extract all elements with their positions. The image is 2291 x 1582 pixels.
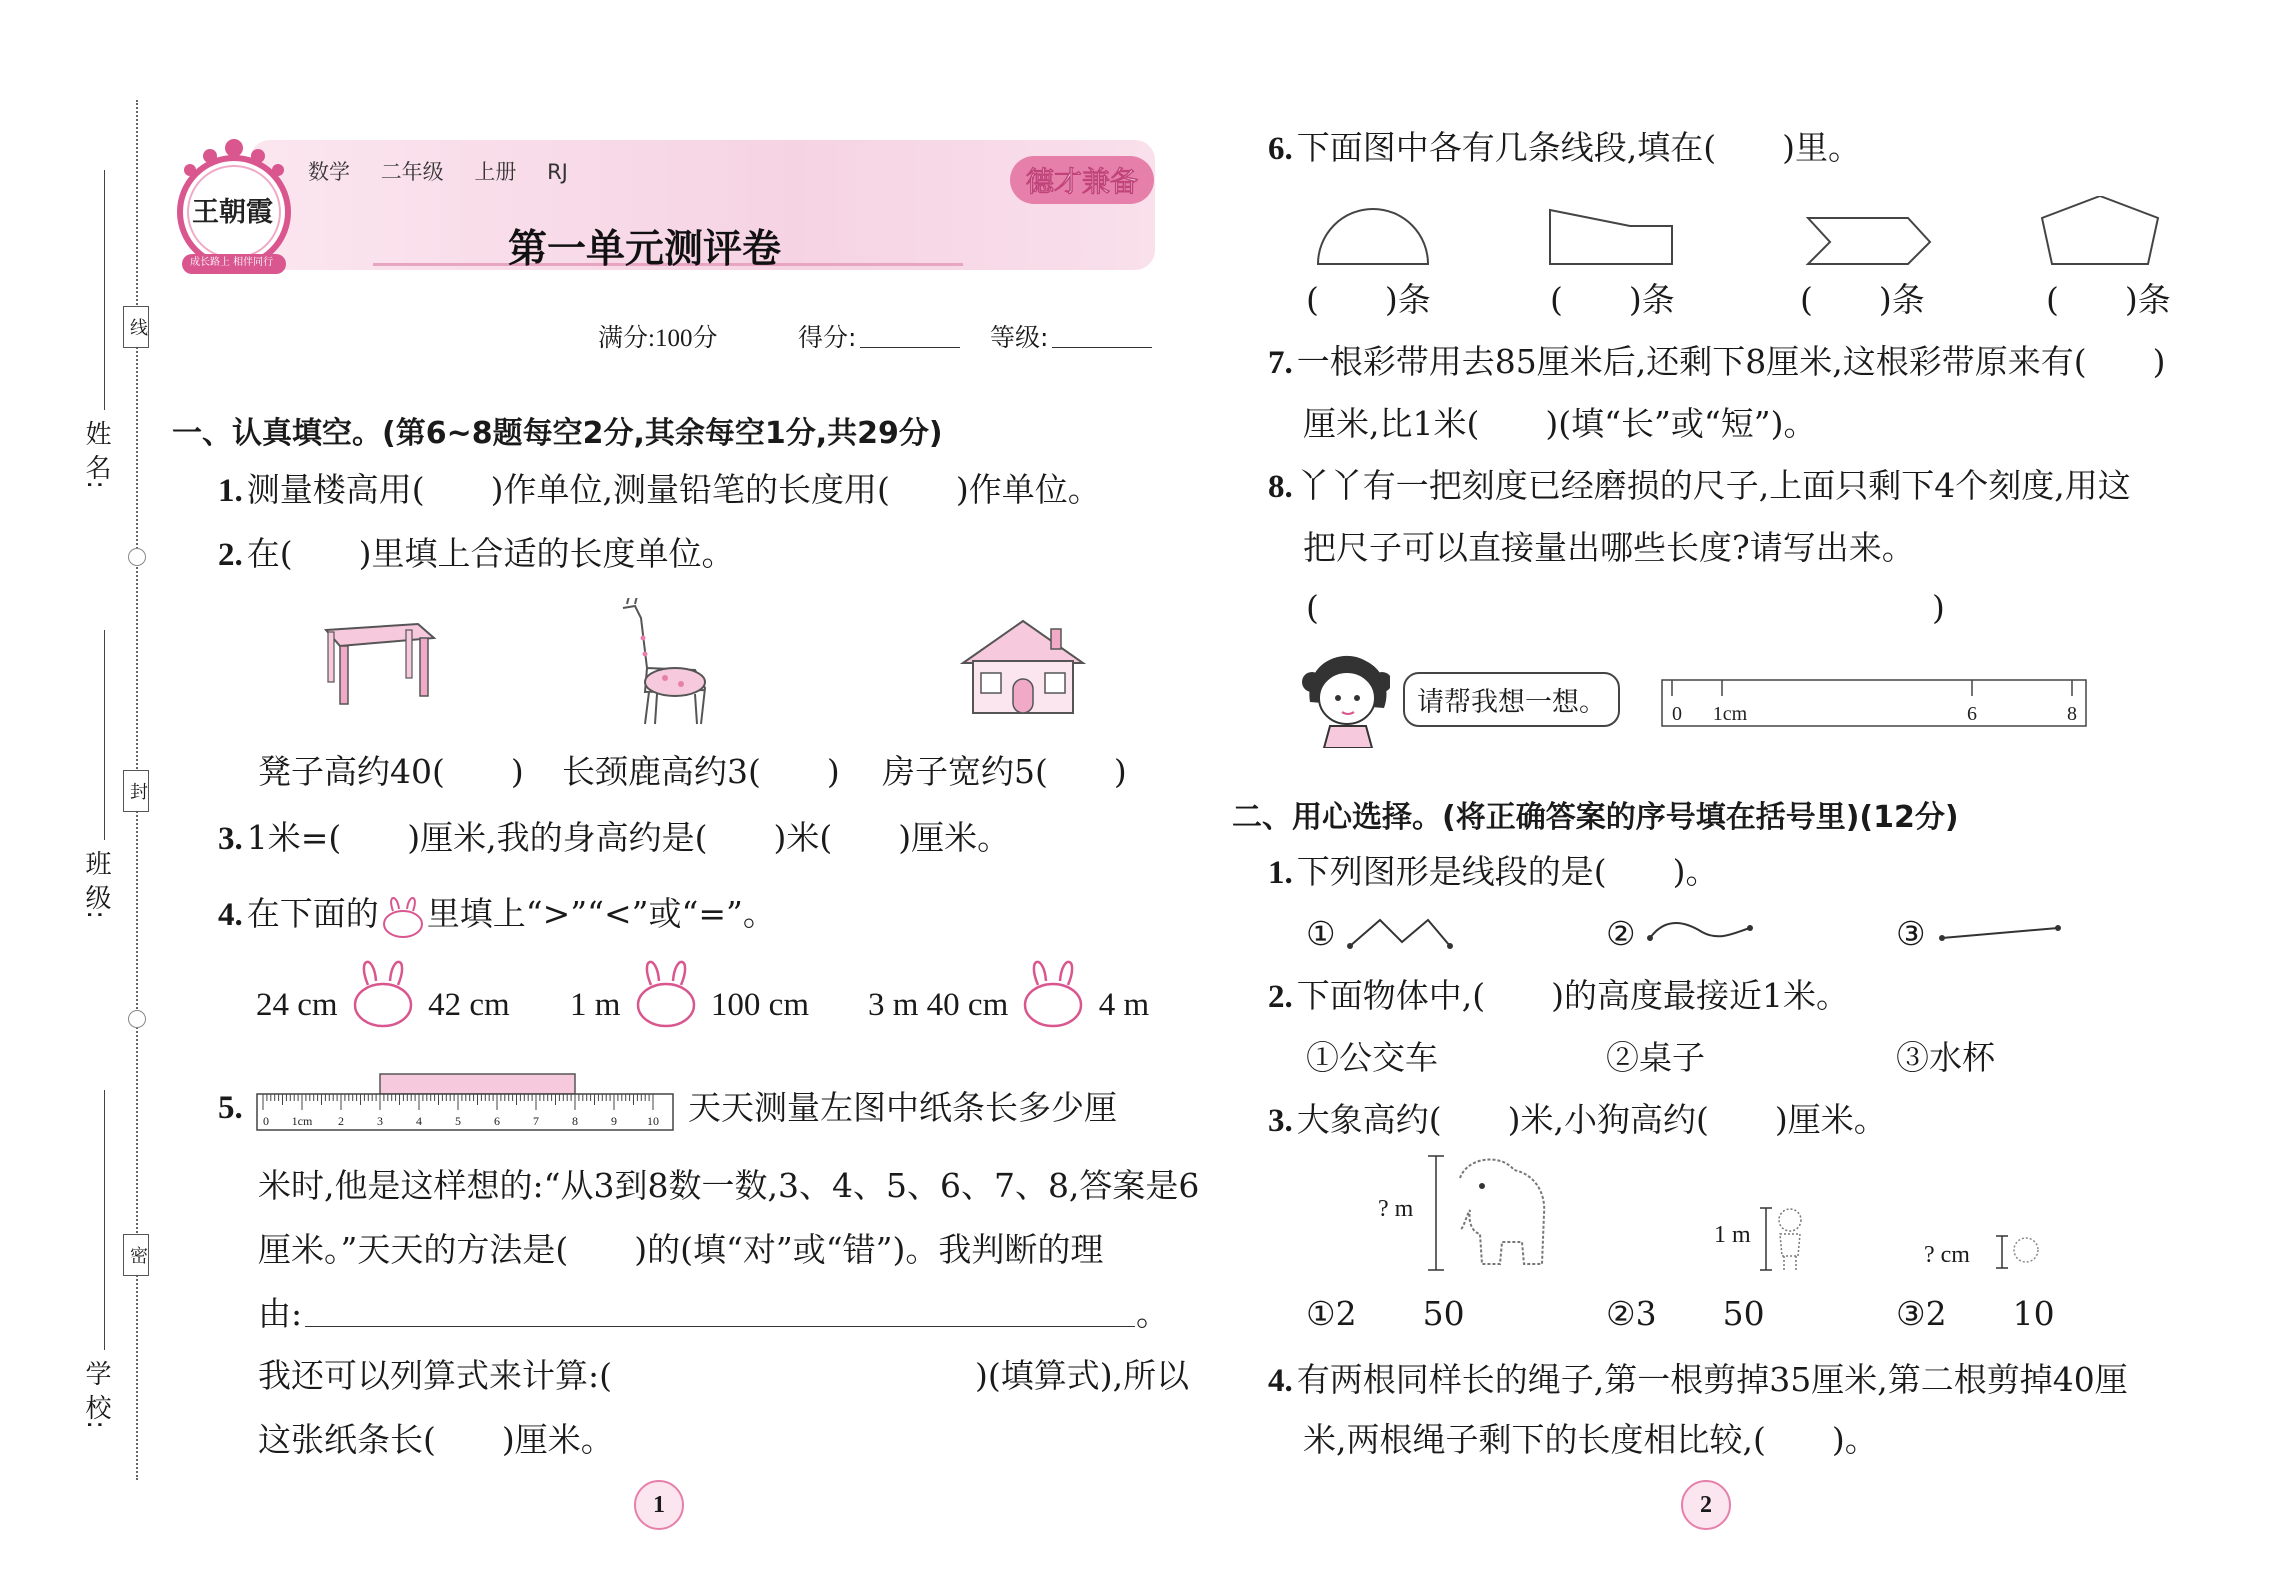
question-number: 7. [1268,345,1293,381]
question-text: 1米=( )厘米,我的身高约是( )米( )厘米。 [246,818,1011,857]
q2-caption-giraffe: 长颈鹿高约3( ) [562,752,840,791]
pentagon-shape [2042,196,2158,264]
s2-q3-option-1[interactable]: ①2 50 [1306,1294,1465,1333]
ruler-label: 10 [647,1114,659,1128]
full-marks: 满分:100分 [598,325,718,352]
q5-line-1: 天天测量左图中纸条长多少厘 [688,1088,1117,1127]
s1-q3 [218,818,1010,859]
curve-line-icon [1646,912,1756,954]
paper-strip [380,1074,575,1094]
subject: 数学 [308,160,350,184]
compare-pair-3 [868,985,1149,1029]
question-text: 在下面的 [246,894,379,933]
seal-mark-secret: 密 [123,1234,149,1276]
s2-q2 [1268,976,1849,1017]
question-text: 在( )里填上合适的长度单位。 [246,534,735,573]
subject-line [308,156,568,186]
q7-line-2: 厘米,比1米( )(填“长”或“短”)。 [1303,404,1817,443]
score-label: 得分: [798,323,857,352]
dog-height-label: ? cm [1924,1242,1970,1268]
question-text: 里填上“>”“<”或“=”。 [426,894,776,933]
question-number: 3. [1268,1103,1293,1139]
question-number: 3. [218,821,243,857]
question-text: 下面图中各有几条线段,填在( )里。 [1296,128,1861,167]
grade: 二年级 [380,160,444,184]
school-label: 学 校: [81,1360,111,1430]
compare-left: 1 m [570,987,621,1023]
q2-caption-house: 房子宽约5( ) [882,752,1127,791]
q8-line-2: 把尺子可以直接量出哪些长度?请写出来。 [1303,528,1915,567]
compare-left: 3 m 40 cm [868,987,1009,1023]
name-label: 姓 名: [81,420,111,490]
s1-q2 [218,534,735,575]
ruler-label: 8 [572,1114,578,1128]
question-text: 有两根同样长的绳子,第一根剪掉35厘米,第二根剪掉40厘 [1296,1360,2128,1399]
q6-shapes [1300,196,2200,276]
s2-q3-option-3[interactable]: ③2 10 [1896,1294,2055,1333]
brand-name: 王朝霞 [192,197,273,228]
s2-q2-option-1[interactable]: ①公交车 [1306,1038,1438,1077]
grade-blank [1052,347,1152,348]
s1-q5-number: 5. [218,1090,243,1126]
girl-avatar [1302,652,1390,748]
s2-q3 [1268,1100,1887,1141]
section1-title: 一、认真填空。(第6~8题每空2分,其余每空1分,共29分) [172,416,943,451]
compare-left: 24 cm [256,987,338,1023]
trapezoid-shape [1550,210,1672,264]
s1-q4 [218,893,776,939]
bunny-icon [379,893,427,939]
page-title: 第一单元测评卷 [508,227,782,272]
compare-right: 100 cm [710,987,809,1023]
compare-right: 42 cm [428,987,510,1023]
zigzag-line-icon [1346,912,1456,954]
s1-q1 [218,470,1101,511]
section2-title: 二、用心选择。(将正确答案的序号填在括号里)(12分) [1232,800,1959,835]
q6-blank-2: ( )条 [1550,280,1675,319]
ruler-label: 0 [263,1114,269,1128]
s2-q2-option-3[interactable]: ③水杯 [1896,1038,1995,1077]
stool-image [318,620,438,710]
giraffe-image [605,598,725,728]
question-number: 6. [1268,131,1293,167]
seal-mark-line: 线 [123,306,149,348]
class-underline [104,630,105,840]
reason-end: 。 [1136,1294,1169,1333]
term: 上册 [474,160,517,184]
q4-line-2: 米,两根绳子剩下的长度相比较,( )。 [1303,1420,1878,1459]
ruler-label: 0 [1672,703,1682,725]
page-number-badge [634,1480,684,1530]
q8-ruler [1660,678,2088,730]
s2-q1-option-1[interactable]: ① [1306,914,1336,953]
compare-right: 4 m [1098,987,1150,1023]
question-text: 大象高约( )米,小狗高约( )厘米。 [1296,1100,1887,1139]
question-text: 一根彩带用去85厘米后,还剩下8厘米,这根彩带原来有( ) [1296,342,2166,381]
question-number: 1. [1268,855,1293,891]
binding-hole-icon [128,548,146,566]
semicircle-shape [1318,209,1428,264]
question-text: 下面物体中,( )的高度最接近1米。 [1296,976,1849,1015]
ruler-label: 7 [533,1114,539,1128]
q8-answer-close: ) [1932,588,1945,627]
s2-q1-option-2[interactable]: ② [1606,914,1636,953]
bunny-answer-box[interactable] [629,955,703,1029]
s1-q6 [1268,128,1861,169]
question-number: 2. [1268,979,1293,1015]
ruler-label: 5 [455,1114,461,1128]
class-label: 班 级: [81,850,111,920]
question-text: 丫丫有一把刻度已经磨损的尺子,上面只剩下4个刻度,用这 [1296,466,2131,505]
reason-blank [305,1326,1135,1327]
ruler-label: 2 [338,1114,344,1128]
page-number-badge [1681,1480,1731,1530]
elephant-height-label: ? m [1378,1196,1414,1222]
question-number: 1. [218,473,243,509]
q6-blank-1: ( )条 [1306,280,1431,319]
dog-image [1996,1232,2042,1272]
grade-label: 等级: [990,323,1049,352]
speech-bubble-text: 请帮我想一想。 [1417,687,1606,718]
question-number: 4. [218,897,243,933]
elephant-image [1424,1152,1554,1274]
bunny-answer-box[interactable] [1016,955,1090,1029]
question-text: 下列图形是线段的是( )。 [1296,852,1719,891]
q6-blank-3: ( )条 [1800,280,1925,319]
s2-q2-option-2[interactable]: ②桌子 [1606,1038,1705,1077]
q5-line-3: 厘米。”天天的方法是( )的(填“对”或“错”)。我判断的理 [258,1230,1104,1269]
q5-line-5: 我还可以列算式来计算:( )(填算式),所以 [258,1356,1190,1395]
seal-mark-seal: 封 [123,770,149,812]
q5-ruler [255,1072,677,1134]
slogan-badge: 德才兼备 [1010,156,1154,204]
page-number: 1 [653,1492,665,1518]
person-height-label: 1 m [1714,1222,1751,1248]
speech-bubble [1403,672,1620,727]
question-number: 8. [1268,469,1293,505]
q2-caption-stool: 凳子高约40( ) [258,752,524,791]
binding-hole-icon [128,1010,146,1028]
brand-tagline: 成长路上 相伴同行 [190,257,274,268]
edition: RJ [547,160,568,184]
s1-q8 [1268,466,2131,507]
q6-blank-4: ( )条 [2046,280,2171,319]
q8-answer-open: ( [1306,588,1319,627]
ruler-label: 3 [377,1114,383,1128]
question-number: 4. [1268,1363,1293,1399]
compare-pair-1 [256,985,510,1029]
s2-q1-option-3[interactable]: ③ [1896,914,1926,953]
ruler-label: 6 [1967,703,1977,725]
ruler-label: 8 [2067,703,2077,725]
school-underline [104,1090,105,1350]
ruler-label: 1cm [291,1114,313,1128]
s2-q1 [1268,852,1719,893]
score-blank [860,347,960,348]
q5-line-6: 这张纸条长( )厘米。 [258,1420,614,1459]
s1-q7 [1268,342,2165,383]
ruler-label: 9 [611,1114,617,1128]
compare-pair-2 [570,985,809,1029]
ruler-label: 6 [494,1114,500,1128]
ruler-label: 1cm [1712,703,1748,725]
bunny-answer-box[interactable] [346,955,420,1029]
segment-line-icon [1936,912,2066,954]
question-text: 测量楼高用( )作单位,测量铅笔的长度用( )作单位。 [246,470,1101,509]
page-number: 2 [1700,1492,1712,1518]
question-number: 2. [218,537,243,573]
name-underline [104,170,105,410]
house-image [953,615,1093,720]
ruler-label: 4 [416,1114,422,1128]
person-image [1760,1204,1810,1274]
s2-q3-option-2[interactable]: ②3 50 [1606,1294,1765,1333]
q5-line-2: 米时,他是这样想的:“从3到8数一数,3、4、5、6、7、8,答案是6 [258,1166,1200,1205]
s2-q4 [1268,1360,2128,1401]
q5-line-4: 由: [258,1294,303,1333]
chevron-shape [1808,218,1930,264]
